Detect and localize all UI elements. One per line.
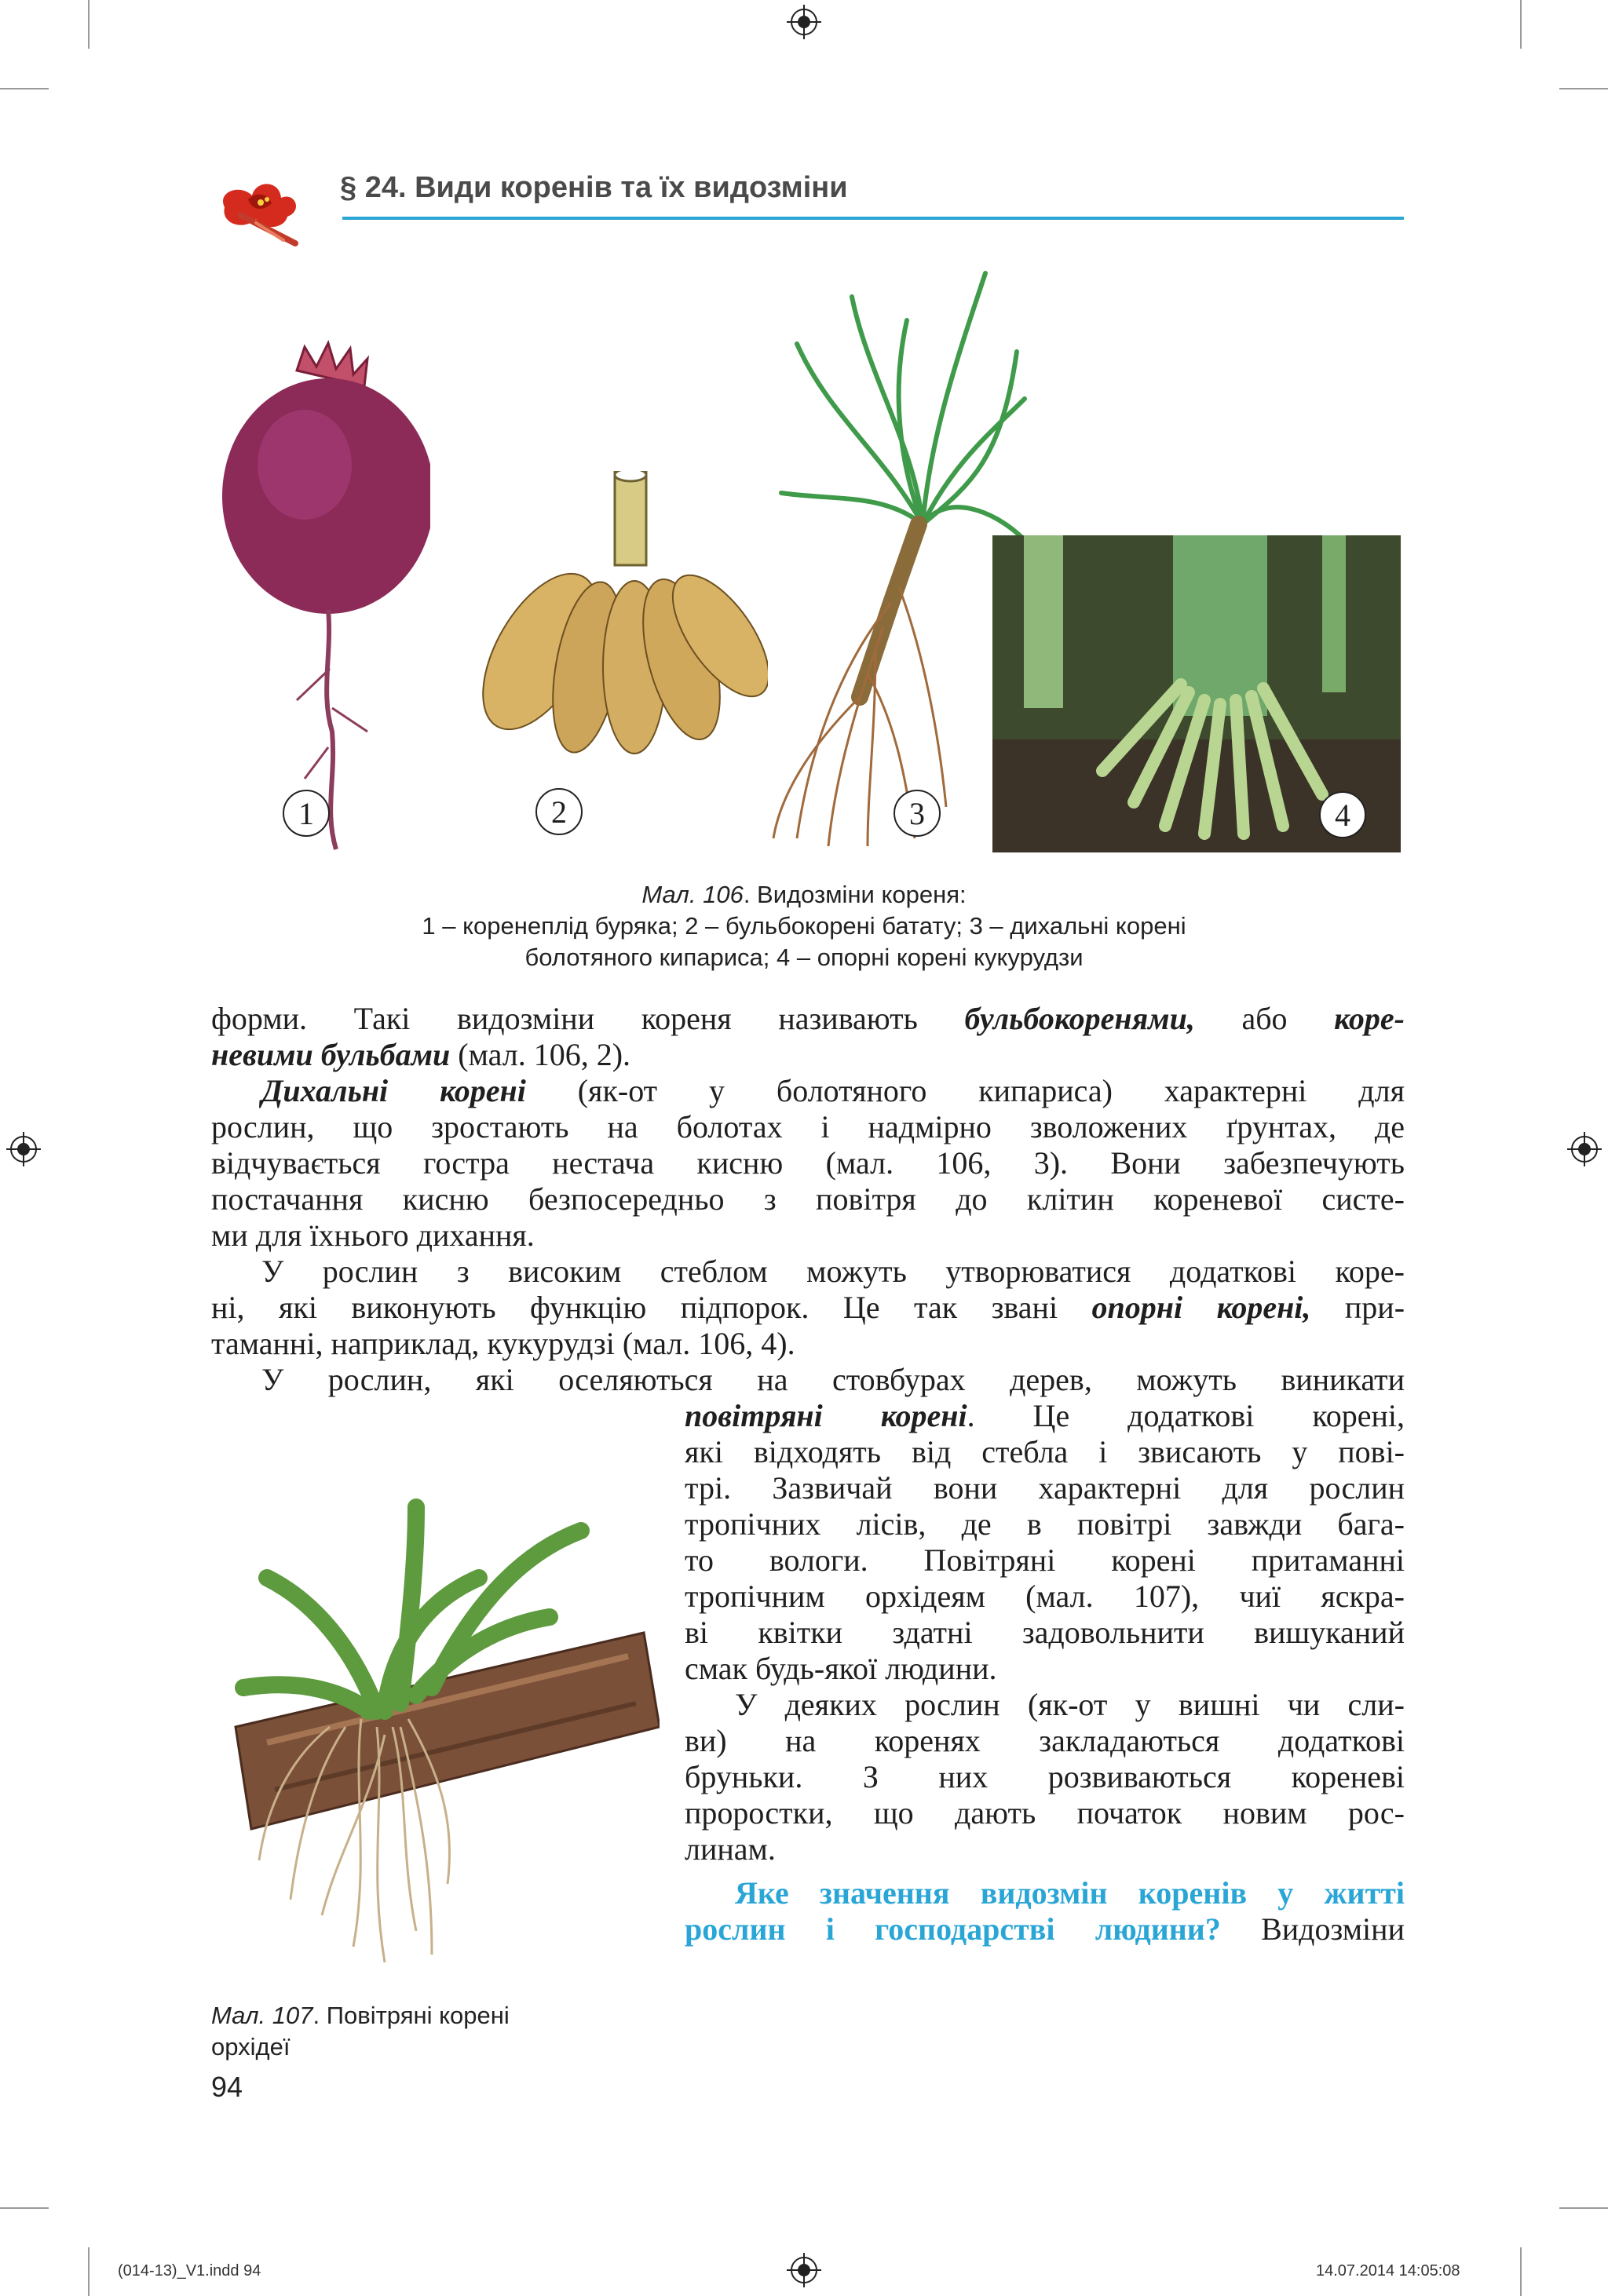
caption-text: . Повітряні корені xyxy=(312,2002,510,2029)
caption-line: болотяного кипариса; 4 – опорні корені кукурудзи xyxy=(524,944,1084,971)
sweet-potato-tuber-roots-illustration xyxy=(470,471,768,769)
text-line: відчувається гостра нестача кисню (мал. 106, 3). Вони забезпечують xyxy=(211,1145,1405,1181)
term: опорні корені, xyxy=(1091,1290,1311,1325)
text-line: рослин, що зростають на болотах і надмірно зволожених ґрунтах, де xyxy=(211,1109,1405,1144)
text-line: трі. Зазвичай вони характерні для рослин xyxy=(685,1470,1405,1506)
text-line: повітряні корені. Це додаткові корені, xyxy=(685,1398,1405,1433)
registration-mark-icon xyxy=(787,5,821,39)
text-line: У рослин з високим стеблом можуть утворюватися додаткові коре- xyxy=(261,1254,1405,1289)
term: повітряні корені xyxy=(685,1398,967,1433)
registration-mark-icon xyxy=(1567,1132,1602,1166)
caption-line xyxy=(211,2000,588,2031)
text-line: тропічних лісів, де в повітрі завжди бага- xyxy=(685,1506,1405,1542)
figure-label-2: 2 xyxy=(535,788,583,835)
body-text-column xyxy=(685,1579,1405,2050)
figure-label-1: 1 xyxy=(283,790,330,837)
header-rule xyxy=(342,217,1404,220)
text-line: які відходять від стебла і звисають у пові- xyxy=(685,1434,1405,1469)
crop-mark xyxy=(0,88,49,89)
crop-mark xyxy=(1559,2207,1608,2209)
text-line: У рослин, які оселяються на стовбурах дерев, можуть виникати xyxy=(261,1362,1405,1397)
caption-ref: Мал. 107 xyxy=(211,2002,313,2029)
text-line: ви) на коренях закладаються додаткові xyxy=(685,1723,1405,1758)
text-line: тропічним орхідеям (мал. 107), чиї яскра- xyxy=(685,1579,1405,1614)
figure-label-4: 4 xyxy=(1319,791,1366,838)
figure-label-3: 3 xyxy=(894,790,941,837)
orchid-aerial-roots-illustration xyxy=(220,1491,660,1978)
term: невими бульбами xyxy=(211,1037,451,1072)
term: бульбокоренями, xyxy=(964,1001,1195,1036)
footer-date-slug: 14.07.2014 14:05:08 xyxy=(1316,2262,1460,2280)
section-title: § 24. Види коренів та їх видозміни xyxy=(340,171,848,204)
text-line: форми. Такі видозміни кореня називають бульбокоренями, або коре- xyxy=(211,1001,1405,1036)
registration-mark-icon xyxy=(787,2253,821,2287)
text-line: ми для їхнього дихання. xyxy=(211,1217,535,1253)
crop-mark xyxy=(88,2247,90,2296)
registration-mark-icon xyxy=(6,1132,41,1166)
term: коре- xyxy=(1334,1001,1405,1036)
text-line: смак будь-якої людини. xyxy=(685,1651,997,1686)
text-line: линам. xyxy=(685,1831,776,1867)
crop-mark xyxy=(1559,88,1608,89)
question-line xyxy=(735,1875,1405,1911)
text-line: то вологи. Повітряні корені притаманні xyxy=(685,1542,1405,1578)
flower-icon xyxy=(209,168,306,246)
figure-106-caption xyxy=(236,879,1372,973)
footer-file-slug: (014-13)_V1.indd 94 xyxy=(118,2262,261,2280)
text-line: таманні, наприклад, кукурудзі (мал. 106, 4). xyxy=(211,1326,795,1361)
text-line: ні, які виконують функцію підпорок. Це так звані опорні корені, при- xyxy=(211,1290,1405,1325)
text-line: проростки, що дають початок новим рос- xyxy=(685,1795,1405,1831)
text-line: У деяких рослин (як-от у вишні чи сли- xyxy=(735,1687,1405,1722)
crop-mark xyxy=(1520,0,1522,49)
caption-ref: Мал. 106 xyxy=(641,881,744,908)
caption-line xyxy=(236,879,1372,911)
text-line: ві квітки здатні задовольнити вишуканий xyxy=(685,1615,1405,1650)
crop-mark xyxy=(88,0,90,49)
question-text: Яке значення видозмін коренів у житті xyxy=(735,1875,1405,1911)
text-line: невими бульбами (мал. 106, 2). xyxy=(211,1037,631,1072)
question-text: рослин і господарстві людини? xyxy=(685,1911,1221,1947)
page-number: 94 xyxy=(211,2071,243,2103)
caption-text: . Видозміни кореня: xyxy=(743,881,967,908)
question-line: рослин і господарстві людини? Видозміни xyxy=(685,1911,1405,1947)
term: Дихальні корені xyxy=(261,1073,526,1108)
crop-mark xyxy=(1520,2247,1522,2296)
crop-mark xyxy=(0,2207,49,2209)
caption-line: орхідеї xyxy=(211,2033,291,2061)
figure-107-caption xyxy=(211,2000,588,2063)
text-line: Дихальні корені (як-от у болотяного кипариса) характерні для xyxy=(261,1073,1405,1108)
beet-root-illustration xyxy=(210,339,430,857)
text-line: постачання кисню безпосередньо з повітря до клітин кореневої систе- xyxy=(211,1181,1405,1217)
caption-line: 1 – коренеплід буряка; 2 – бульбокорені батату; 3 – дихальні корені xyxy=(422,912,1186,940)
text-line: бруньки. З них розвиваються кореневі xyxy=(685,1759,1405,1794)
